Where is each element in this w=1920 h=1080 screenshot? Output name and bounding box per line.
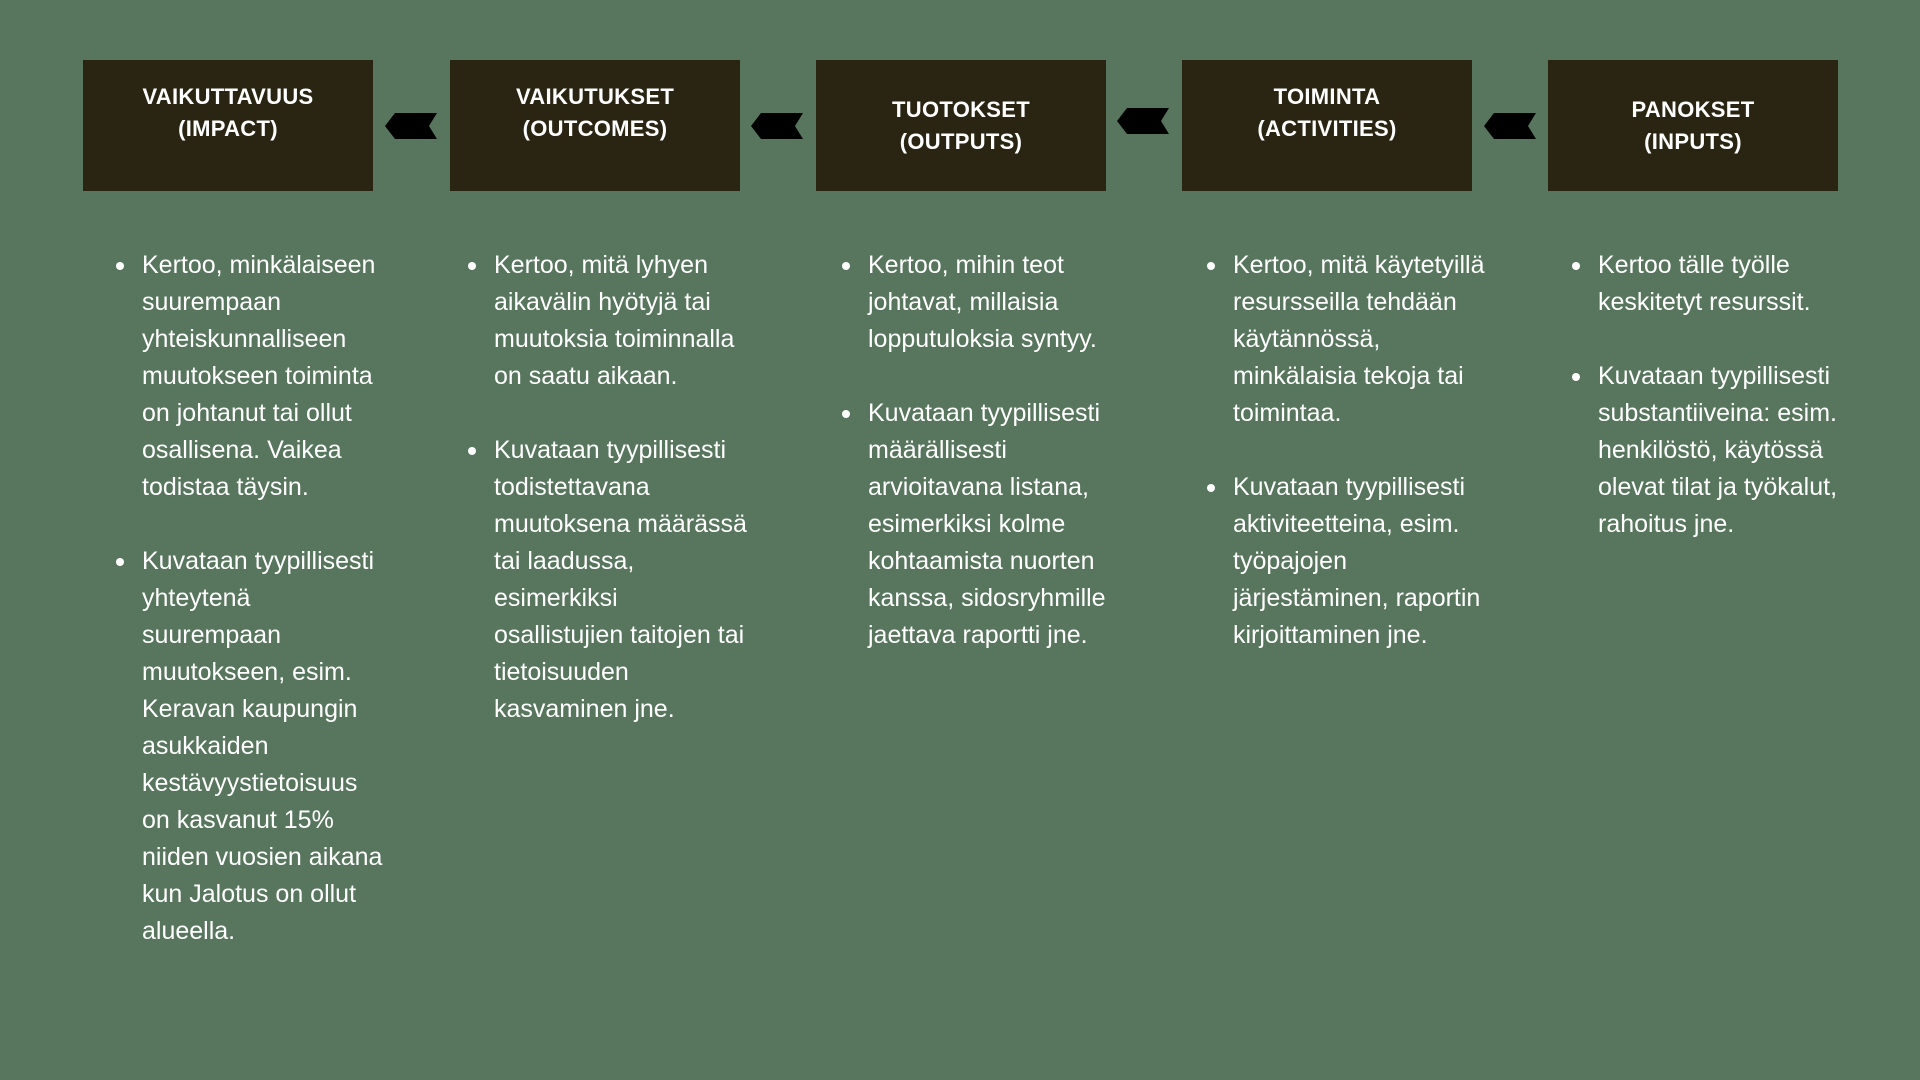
stage-box-outcomes	[450, 60, 740, 191]
list-item: Kertoo, mitä käytetyillä resursseilla tehdään käytännössä, minkälaisia tekoja tai toimintaa.	[1207, 247, 1487, 432]
bullet-list	[468, 247, 748, 728]
stage-description-outcomes	[468, 247, 748, 765]
bullet-list	[116, 247, 391, 950]
stage-subtitle-impact: (IMPACT)	[178, 115, 278, 141]
stage-box-impact	[83, 60, 373, 191]
stage-description-activities	[1207, 247, 1487, 691]
stage-title-inputs: PANOKSET	[1631, 96, 1755, 122]
list-item: Kuvataan tyypillisesti yhteytenä suurempaan muutokseen, esim. Keravan kaupungin asukkaiden kestävyystietoisuus on kasvanut 15% niiden vuosien aikana kun Jalotus on ollut alueella.	[116, 543, 391, 950]
bullet-list	[1572, 247, 1860, 543]
left-arrow-icon	[751, 113, 803, 139]
stage-title-impact: VAIKUTTAVUUS	[142, 83, 314, 109]
stage-description-outputs	[842, 247, 1122, 691]
bullet-list	[1207, 247, 1487, 654]
bullet-list	[842, 247, 1122, 654]
list-item: Kuvataan tyypillisesti todistettavana muutoksena määrässä tai laadussa, esimerkiksi osallistujien taitojen tai tietoisuuden kasvaminen jne.	[468, 432, 748, 728]
stage-title-outcomes: VAIKUTUKSET	[515, 83, 675, 109]
left-arrow-icon	[1117, 108, 1169, 134]
list-item: Kertoo, minkälaiseen suurempaan yhteiskunnalliseen muutokseen toiminta on johtanut tai ollut osallisena. Vaikea todistaa täysin.	[116, 247, 391, 506]
list-item: Kertoo tälle työlle keskitetyt resurssit.	[1572, 247, 1860, 321]
stage-box-outputs	[816, 60, 1106, 191]
stage-subtitle-outputs: (OUTPUTS)	[899, 128, 1023, 154]
stage-description-inputs	[1572, 247, 1860, 580]
list-item: Kertoo, mihin teot johtavat, millaisia lopputuloksia syntyy.	[842, 247, 1122, 358]
list-item: Kuvataan tyypillisesti aktiviteetteina, esim. työpajojen järjestäminen, raportin kirjoittaminen jne.	[1207, 469, 1487, 654]
stage-subtitle-outcomes: (OUTCOMES)	[522, 115, 668, 141]
stage-subtitle-activities: (ACTIVITIES)	[1257, 115, 1397, 141]
stage-box-inputs	[1548, 60, 1838, 191]
list-item: Kertoo, mitä lyhyen aikavälin hyötyjä tai muutoksia toiminnalla on saatu aikaan.	[468, 247, 748, 395]
stage-box-activities	[1182, 60, 1472, 191]
left-arrow-icon	[385, 113, 437, 139]
stage-description-impact	[116, 247, 391, 987]
left-arrow-icon	[1484, 113, 1536, 139]
list-item: Kuvataan tyypillisesti määrällisesti arvioitavana listana, esimerkiksi kolme kohtaamista nuorten kanssa, sidosryhmille jaettava raportti jne.	[842, 395, 1122, 654]
stage-title-activities: TOIMINTA	[1273, 83, 1381, 109]
stage-subtitle-inputs: (INPUTS)	[1644, 128, 1742, 154]
list-item: Kuvataan tyypillisesti substantiiveina: esim. henkilöstö, käytössä olevat tilat ja työkalut, rahoitus jne.	[1572, 358, 1860, 543]
stage-title-outputs: TUOTOKSET	[892, 96, 1030, 122]
